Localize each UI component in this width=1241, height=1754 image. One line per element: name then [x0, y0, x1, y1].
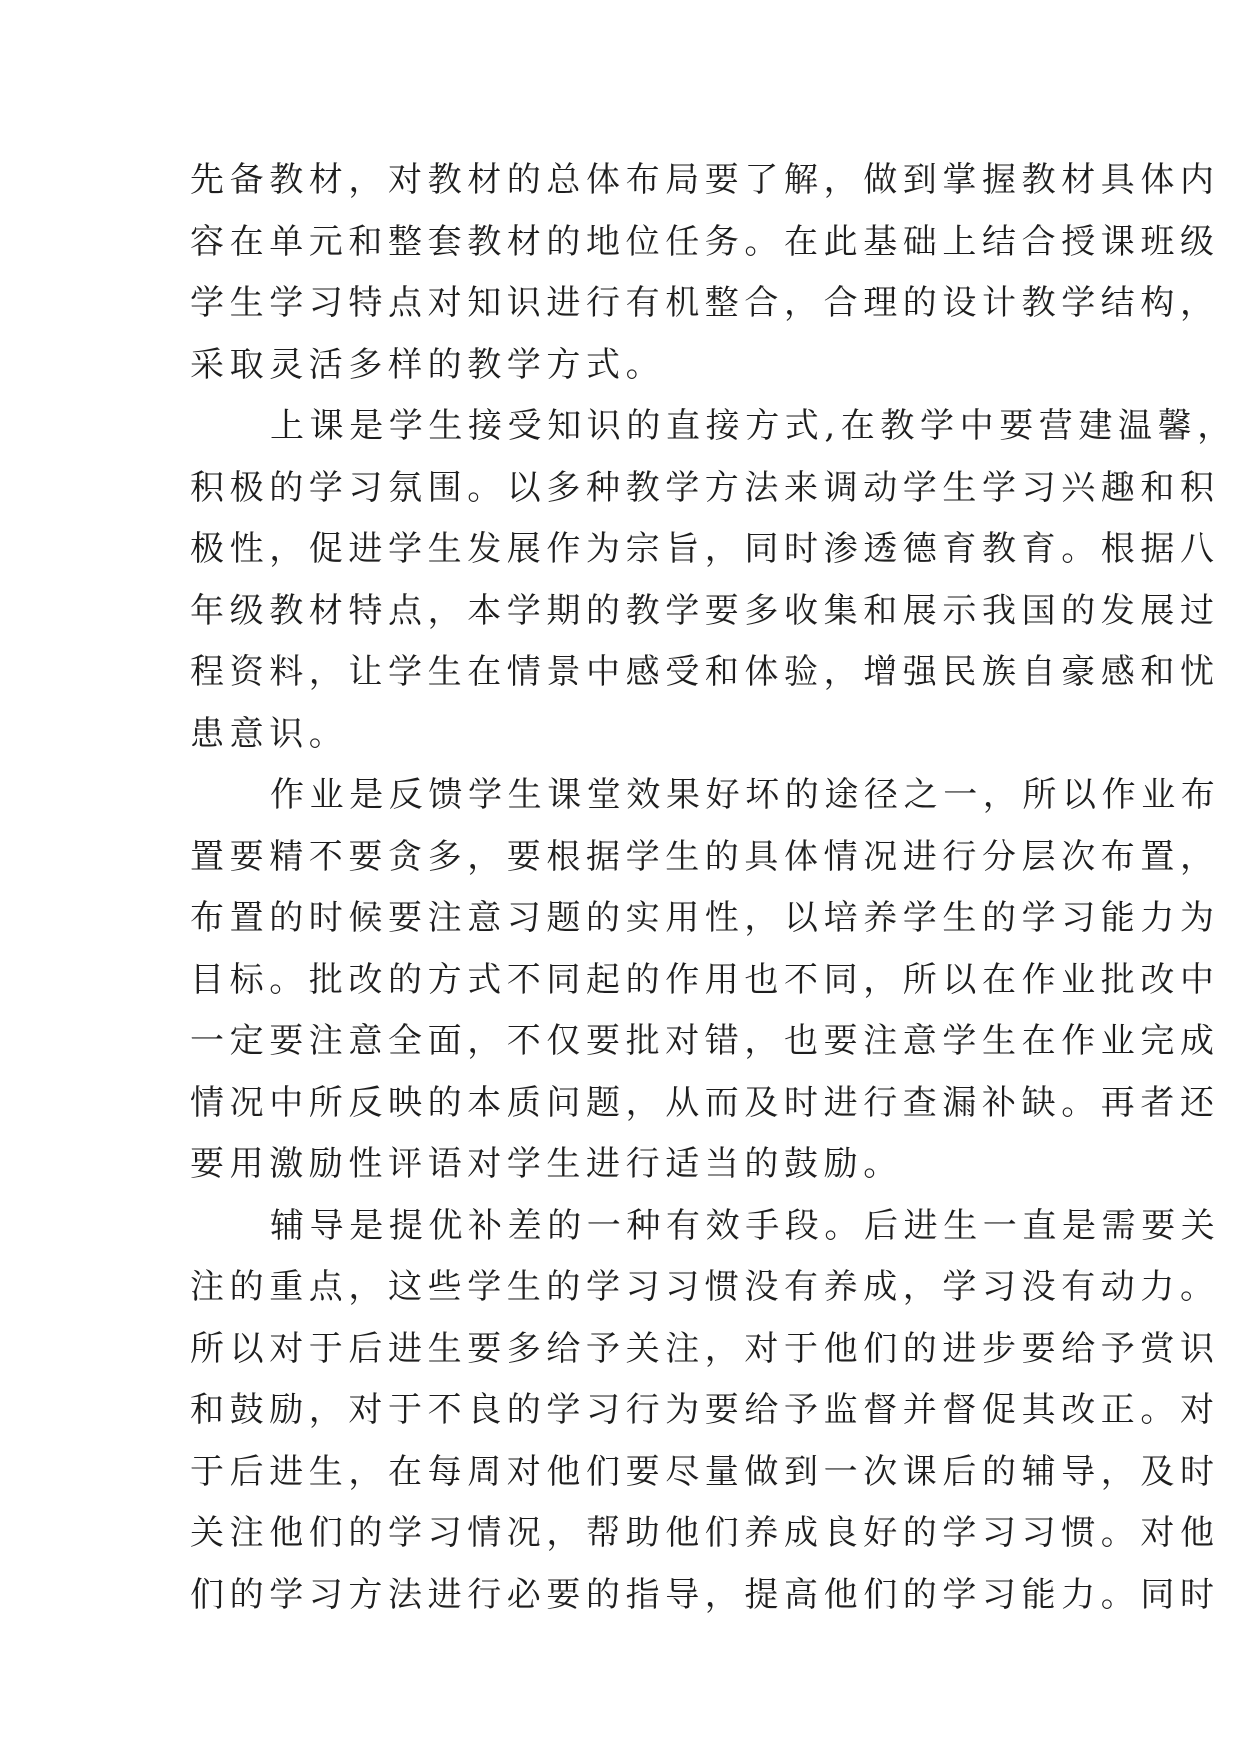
text-line: 一定要注意全面，不仅要批对错，也要注意学生在作业完成 [190, 1021, 1220, 1061]
text-line: 关注他们的学习情况，帮助他们养成良好的学习习惯。对他 [190, 1513, 1220, 1553]
paragraph-start-line: 作业是反馈学生课堂效果好坏的途径之一，所以作业布 [270, 775, 1221, 815]
text-line: 学生学习特点对知识进行有机整合，合理的设计教学结构， [190, 283, 1220, 323]
text-line: 们的学习方法进行必要的指导，提高他们的学习能力。同时 [190, 1574, 1220, 1615]
text-line: 于后进生，在每周对他们要尽量做到一次课后的辅导，及时 [190, 1451, 1220, 1492]
text-line: 采取灵活多样的教学方式。 [190, 344, 666, 385]
text-line: 容在单元和整套教材的地位任务。在此基础上结合授课班级 [190, 221, 1220, 262]
paragraph-start-line: 上课是学生接受知识的直接方式,在教学中要营建温馨， [270, 406, 1237, 446]
text-line: 患意识。 [190, 713, 349, 754]
text-line: 先备教材，对教材的总体布局要了解，做到掌握教材具体内 [190, 160, 1220, 200]
text-line: 所以对于后进生要多给予关注，对于他们的进步要给予赏识 [190, 1328, 1220, 1369]
text-line: 目标。批改的方式不同起的作用也不同，所以在作业批改中 [190, 959, 1220, 1000]
text-line: 和鼓励，对于不良的学习行为要给予监督并督促其改正。对 [190, 1390, 1220, 1430]
text-line: 积极的学习氛围。以多种教学方法来调动学生学习兴趣和积 [190, 467, 1220, 508]
text-line: 置要精不要贪多，要根据学生的具体情况进行分层次布置， [190, 836, 1220, 877]
text-line: 年级教材特点，本学期的教学要多收集和展示我国的发展过 [190, 590, 1220, 631]
text-line: 布置的时候要注意习题的实用性，以培养学生的学习能力为 [190, 898, 1220, 938]
text-line: 极性，促进学生发展作为宗旨，同时渗透德育教育。根据八 [190, 529, 1220, 569]
text-line: 程资料，让学生在情景中感受和体验，增强民族自豪感和忧 [190, 652, 1220, 692]
text-line: 情况中所反映的本质问题，从而及时进行查漏补缺。再者还 [190, 1082, 1220, 1123]
text-line: 注的重点，这些学生的学习习惯没有养成，学习没有动力。 [190, 1267, 1220, 1307]
text-line: 要用激励性评语对学生进行适当的鼓励。 [190, 1144, 903, 1184]
paragraph-start-line: 辅导是提优补差的一种有效手段。后进生一直是需要关 [270, 1205, 1221, 1246]
body-text [190, 150, 1237, 1626]
